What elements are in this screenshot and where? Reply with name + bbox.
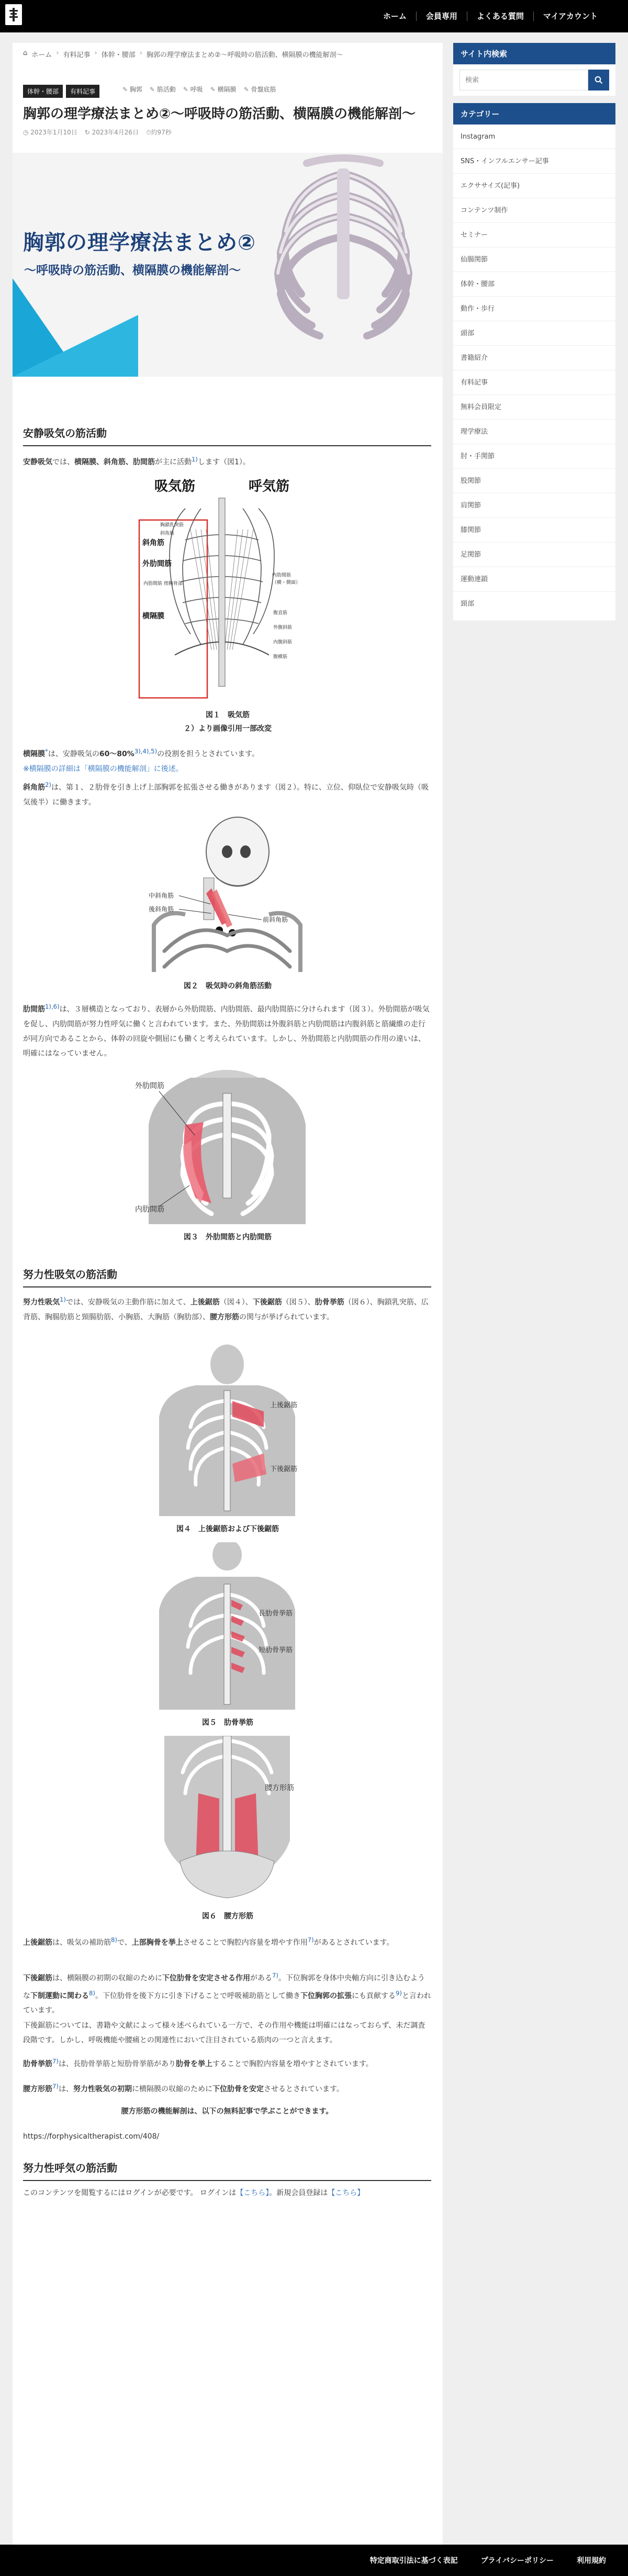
footer-nav (358, 2545, 618, 2576)
figure-caption: 図３ 外肋間筋と内肋間筋 (184, 1233, 272, 1241)
section-heading: 安静吸気の筋活動 (23, 425, 431, 446)
breadcrumb-separator: › (139, 49, 142, 57)
paragraph: 努力性吸気$^{1)}$では、安静吸気の主動作筋に加えて、上後鋸筋（図４）、下後鋸筋（図５）、肋骨挙筋（図６）、胸鎖乳突筋、広背筋、胸腸肋筋と頸腸肋筋、小胸筋、大胸筋（胸肋部）、腰方形筋の関与が挙げられています。 (23, 1296, 429, 1321)
category-item[interactable]: セミナー (453, 223, 615, 247)
category-item[interactable]: 有料記事 (453, 370, 615, 395)
category-item[interactable]: 頭部 (453, 321, 615, 346)
category-item[interactable]: エクササイズ(記事) (453, 174, 615, 198)
fig-label: 内肋間筋 (272, 573, 291, 578)
figure-scalene-muscles (133, 815, 321, 972)
category-item[interactable]: 肘・手関節 (453, 444, 615, 469)
category-item[interactable]: 足関節 (453, 543, 615, 567)
fig-label: 腹横筋 (273, 654, 288, 660)
breadcrumb-paid[interactable]: 有料記事 (63, 51, 91, 59)
fig-label: 内腹斜筋 (273, 640, 293, 645)
category-item[interactable]: 肩関節 (453, 493, 615, 518)
fig-label: 上後鋸筋 (270, 1402, 298, 1409)
category-item[interactable]: コンテンツ制作 (453, 198, 615, 223)
paragraph: 斜角筋$^{2)}$は、第１、２肋骨を引き上げ上部胸郭を拡張させる働きがあります（図２）。特に、立位、仰臥位で安静吸気時（吸気後半）に働きます。 (23, 781, 429, 807)
category-item[interactable]: 頸部 (461, 600, 475, 608)
breadcrumb-home[interactable]: ホーム (31, 51, 52, 59)
fig-label: 外肋間筋 (142, 560, 172, 568)
fig-label: 前斜角筋 (263, 916, 288, 923)
category-item[interactable]: 書籍紹介 (453, 346, 615, 370)
sidebar (453, 43, 615, 620)
category-item[interactable]: 仙腸関節 (453, 247, 615, 272)
fig-label: 後斜角筋 (149, 906, 174, 913)
category-badge[interactable]: 有料記事 (66, 85, 99, 98)
hero-accent-shape (13, 315, 138, 377)
search-input[interactable] (459, 70, 588, 91)
hero-title: 胸郭の理学療法まとめ② (23, 231, 256, 255)
tag-link[interactable]: ✎ 胸郭 (122, 85, 142, 94)
nav-my-account[interactable]: マイアカウント (533, 12, 607, 21)
category-item[interactable]: 体幹・腰部 (453, 272, 615, 297)
ribcage-illustration (249, 153, 438, 377)
footer-link-privacy[interactable]: プライバシーポリシー (480, 2557, 554, 2565)
widget-title: サイト内検索 (453, 43, 615, 64)
site-header (0, 0, 628, 32)
fig-label: 内肋間筋 傍胸骨部 (143, 581, 183, 586)
category-item[interactable]: 理学療法 (453, 420, 615, 444)
post-tags (122, 85, 276, 94)
paragraph: 下後鋸筋については、書籍や文献によって様々述べられている一方で、その作用や機能は明確にはなっておらず、未だ調査段階です。しかし、呼吸機能や腰痛との関連性において注目されている筋肉の一つと言えます。 (23, 2021, 425, 2044)
nav-faq[interactable]: よくある質問 (467, 12, 533, 21)
nav-members[interactable]: 会員専用 (416, 12, 467, 21)
fig-label: 中斜角筋 (149, 892, 174, 899)
breadcrumb-trunk[interactable]: 体幹・腰部 (101, 51, 136, 59)
paragraph: 下後鋸筋は、横隔膜の初期の収縮のために下位肋骨を安定させる作用がある$^{7)}$。下位胸郭を身体中央軸方向に引き込むような下制運動に関わる$^{8)}$。下位肋骨を後下方に引き下げることで呼吸補助筋として働き下位胸郭の拡張にも貢献する$^{9)}$と言われています。 (23, 1972, 431, 2015)
fig-label: 短肋骨挙筋 (259, 1646, 293, 1654)
free-article-note: 腰方形筋の機能解剖は、以下の無料記事で学ぶことができます。 (121, 2107, 333, 2116)
fig-label: 横隔膜 (142, 612, 164, 620)
tag-link[interactable]: ✎ 骨盤底筋 (244, 85, 276, 94)
breadcrumb-current: 胸郭の理学療法まとめ②〜呼吸時の筋活動、横隔膜の機能解剖〜 (146, 51, 343, 59)
figure-caption: 図１ 吸気筋 (206, 711, 250, 719)
figure-caption: 図６ 腰方形筋 (202, 1912, 253, 1920)
site-footer (0, 2545, 628, 2576)
category-item[interactable]: 動作・歩行 (453, 297, 615, 321)
figure-caption: 図２ 吸気時の斜角筋活動 (184, 982, 272, 990)
figure-levatores-costarum (133, 1542, 321, 1710)
main-content (13, 43, 443, 2576)
category-item[interactable]: Instagram (453, 125, 615, 149)
post-meta (23, 128, 172, 137)
fig-label: 外腹斜筋 (273, 625, 293, 630)
fig-label: 斜角筋 (160, 531, 175, 536)
article-link[interactable]: https://forphysicaltherapist.com/408/ (23, 2132, 160, 2141)
category-item[interactable]: 股関節 (453, 469, 615, 493)
search-icon (595, 76, 603, 84)
category-item[interactable]: 運動連鎖 (453, 567, 615, 592)
category-item[interactable]: SNS・インフルエンサー記事 (453, 149, 615, 174)
fig-label: 長肋骨挙筋 (259, 1610, 293, 1618)
fig-label: 外肋間筋 (135, 1082, 164, 1090)
register-link[interactable]: 【こちら】 (328, 2189, 365, 2197)
global-nav (374, 0, 607, 32)
fig-label: 内肋間筋 (135, 1205, 164, 1214)
login-link[interactable]: 【こちら】 (236, 2189, 270, 2197)
fig-label: 腹直筋 (273, 611, 288, 616)
post-title: 胸郭の理学療法まとめ②〜呼吸時の筋活動、横隔膜の機能解剖〜 (23, 106, 416, 122)
category-list (453, 125, 615, 620)
site-logo[interactable] (5, 4, 22, 25)
section-heading: 努力性呼気の筋活動 (23, 2160, 431, 2181)
paragraph: 肋骨挙筋$^{7)}$は、長肋骨挙筋と短肋骨挙筋があり肋骨を挙上することで胸腔内容量を増やすとされています。 (23, 2058, 373, 2069)
breadcrumb-separator: › (56, 49, 59, 57)
published-date: ◷ 2023年1月10日 (23, 129, 77, 136)
hero-image (13, 153, 443, 377)
paragraph: 安静吸気では、横隔膜、斜角筋、肋間筋が主に活動$^{1)}$します（図1）。 (23, 456, 250, 467)
figure-caption: 図４ 上後鋸筋および下後鋸筋 (176, 1525, 279, 1533)
search-widget (453, 64, 615, 96)
category-badge[interactable]: 体幹・腰部 (23, 85, 63, 98)
nav-home[interactable]: ホーム (383, 12, 407, 21)
paragraph: 横隔膜*は、安静吸気の60〜80%$^{3),4),5)}$の役割を担うとされています。 ※横隔膜の詳細は「横隔膜の機能解剖」に後述。 (23, 748, 260, 773)
section-heading: 努力性吸気の筋活動 (23, 1266, 431, 1287)
figure-caption: 図５ 肋骨挙筋 (202, 1719, 253, 1727)
footer-link-terms[interactable]: 利用規約 (577, 2557, 606, 2565)
footer-link-tokushoho[interactable]: 特定商取引法に基づく表記 (369, 2557, 458, 2565)
category-item[interactable]: 無料会員限定 (453, 395, 615, 420)
post-categories (23, 85, 99, 98)
fig-label: （横・側面） (272, 580, 301, 585)
tag-link[interactable]: ✎ 筋活動 (150, 85, 176, 94)
fig-label: 斜角筋 (142, 539, 164, 547)
breadcrumb-separator: › (94, 49, 97, 57)
fig-label: 腰方形筋 (265, 1784, 294, 1792)
paragraph: 腰方形筋$^{7)}$は、努力性吸気の初期に横隔膜の収縮のために下位肋骨を安定させるとされています。 (23, 2083, 344, 2094)
fig-label: 呼気筋 (248, 479, 290, 494)
login-notice: このコンテンツを閲覧するにはログインが必要です。 ログインは【こちら】。新規会員登録は【こちら】 (23, 2189, 365, 2197)
paragraph: 肋間筋$^{1),6)}$は、３層構造となっており、表層から外肋間筋、内肋間筋、最内肋間筋に分けられます（図３）。外肋間筋が吸気を促し、内肋間筋が努力性呼気に働くと言われています。また、外肋間筋は外腹斜筋と内肋間筋は内腹斜筋と筋繊維の走行が同方向であることから、体幹の回旋や側屈にも働くと考えられています。しかし、外肋間筋と内肋間筋の作用の違いは、明確にはなっていません。 (23, 1003, 430, 1058)
updated-date: ↻ 2023年4月26日 (84, 129, 139, 136)
tag-link[interactable]: ✎ 横隔膜 (210, 85, 237, 94)
fig-label: 胸鎖乳突筋 (160, 523, 184, 528)
read-time: ⏱約97秒 (146, 129, 172, 136)
figure-intercostal-muscles (133, 1057, 321, 1224)
search-button[interactable] (588, 70, 609, 91)
tag-link[interactable]: ✎ 呼吸 (183, 85, 203, 94)
figure-inspiratory-muscles (133, 477, 321, 702)
logo-icon (8, 7, 19, 22)
fig-label: 吸気筋 (154, 479, 196, 494)
widget-title: カテゴリー (453, 103, 615, 125)
figure-serratus-posterior (133, 1343, 321, 1516)
paragraph: 上後鋸筋は、吸気の補助筋$^{8)}$で、上部胸骨を挙上させることで胸腔内容量を増やす作用$^{7)}$があるとされています。 (23, 1936, 394, 1947)
category-item[interactable]: 膝関節 (453, 518, 615, 543)
home-icon: ⌂ (23, 49, 28, 57)
breadcrumb (23, 49, 431, 59)
fig-label: 下後鋸筋 (270, 1465, 298, 1473)
hero-subtitle: 〜呼吸時の筋活動、横隔膜の機能解剖〜 (24, 264, 241, 277)
figure-caption-source: ２）より画像引用一部改変 (184, 725, 272, 733)
figure-quadratus-lumborum (133, 1736, 321, 1903)
